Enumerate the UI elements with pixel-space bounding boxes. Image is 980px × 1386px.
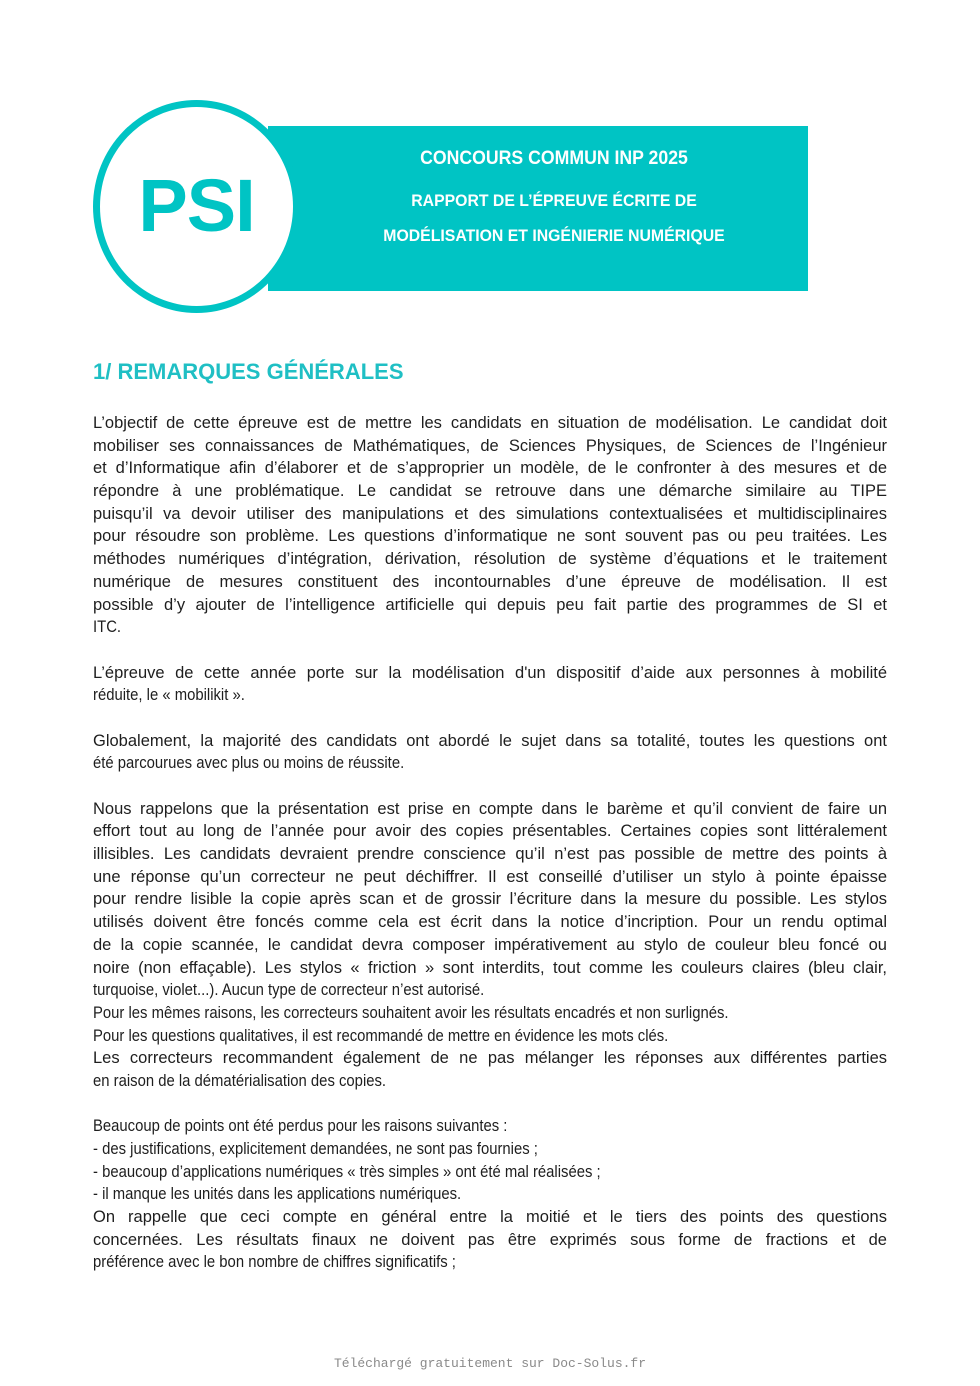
text-line-content: - beaucoup d’applications numériques « très simples » ont été mal réalisées ; [93, 1162, 601, 1181]
text-line [93, 662, 887, 685]
text-line-content: effort tout au long de l’année pour avoir des copies présentables. Certaines copies sont littéralement [93, 822, 887, 841]
paragraph [93, 1115, 887, 1274]
text-line-content: pour rendre lisible la copie après scan et de grossir l’écriture dans la mesure du possible. Les stylos [93, 890, 887, 909]
text-line-content: été parcourues avec plus ou moins de réussite. [93, 754, 405, 773]
text-line-content: une réponse qu’un correcteur ne peut déchiffrer. Il est conseillé d’utiliser un stylo à pointe épaisse [93, 867, 887, 886]
text-line-content: en raison de la dématérialisation des copies. [93, 1071, 387, 1090]
text-line [93, 548, 887, 571]
text-line [93, 820, 887, 843]
text-line-content: Nous rappelons que la présentation est prise en compte dans le barème et qu’il convient de faire un [93, 799, 887, 818]
footer-watermark: Téléchargé gratuitement sur Doc-Solus.fr [333, 1356, 647, 1371]
text-line [93, 798, 887, 821]
psi-logo-text: PSI [138, 164, 255, 247]
text-line-content: possible d’y ajouter de l’intelligence artificielle qui depuis peu fait partie des programmes de SI et [93, 595, 887, 614]
text-line [93, 843, 887, 866]
text-line-content: et d’Informatique afin d’élaborer et de s’approprier un modèle, de le confronter à des mesures et de [93, 459, 887, 478]
text-line [93, 616, 887, 639]
text-line-content: illisibles. Les candidats devraient prendre conscience qu’il n’est pas possible de mettre des points à [93, 845, 887, 864]
text-line [93, 525, 887, 548]
text-line-content: L’épreuve de cette année porte sur la modélisation d'un dispositif d’aide aux personnes à mobilité [93, 663, 887, 682]
text-line-content: répondre à une problématique. Le candidat se retrouve dans une démarche similaire au TIPE [93, 482, 887, 501]
text-line [93, 1251, 887, 1274]
text-line [93, 1047, 887, 1070]
text-line [93, 435, 887, 458]
paragraph-gap [93, 639, 887, 662]
psi-logo [93, 100, 300, 313]
text-line [93, 594, 887, 617]
text-line [93, 457, 887, 480]
paragraph [93, 412, 887, 639]
text-line [93, 911, 887, 934]
text-line [93, 1206, 887, 1229]
banner-subtitle-line-2: MODÉLISATION ET INGÉNIERIE NUMÉRIQUE [383, 226, 725, 245]
text-line [93, 1229, 887, 1252]
banner-subtitle-line-1: RAPPORT DE L’ÉPREUVE ÉCRITE DE [411, 191, 697, 210]
text-line-content: Beaucoup de points ont été perdus pour les raisons suivantes : [93, 1117, 508, 1136]
text-line-content: de la copie scannée, le candidat devra composer impérativement au stylo de couleur bleu foncé ou [93, 935, 887, 954]
text-line-content: On rappelle que ceci compte en général entre la moitié et le tiers des points des questions [93, 1208, 887, 1227]
text-line [93, 1161, 887, 1184]
text-line [93, 934, 887, 957]
text-line [93, 571, 887, 594]
text-line-content: puisqu’il va devoir utiliser des manipulations et des simulations contextualisées et multidisciplinaires [93, 504, 887, 523]
banner-title: CONCOURS COMMUN INP 2025 [420, 148, 688, 169]
text-line-content: numérique de mesures constituent des incontournables d’une épreuve de modélisation. Il est [93, 572, 887, 591]
text-line [93, 866, 887, 889]
text-line-content: noire (non effaçable). Les stylos « friction » sont interdits, tout comme les couleurs claires (bleu clair, [93, 958, 887, 977]
text-line [93, 503, 887, 526]
text-line [93, 1138, 887, 1161]
text-line-content: pour résoudre son problème. Les questions d’informatique ne sont souvent pas ou peu traitées. Les [93, 527, 887, 546]
text-line [93, 412, 887, 435]
text-line [93, 1002, 887, 1025]
text-line [93, 957, 887, 980]
text-line-content: L’objectif de cette épreuve est de mettre les candidats en situation de modélisation. Le candidat doit [93, 414, 887, 432]
paragraph-gap [93, 1093, 887, 1116]
text-line [93, 888, 887, 911]
text-line [93, 684, 887, 707]
text-line-content: Pour les mêmes raisons, les correcteurs souhaitent avoir les résultats encadrés et non surlignés. [93, 1003, 729, 1022]
text-line-content: - des justifications, explicitement demandées, ne sont pas fournies ; [93, 1140, 538, 1158]
text-line [93, 1070, 887, 1093]
text-line-content: ITC. [93, 618, 122, 637]
text-line-content: Globalement, la majorité des candidats ont abordé le sujet dans sa totalité, toutes les questions ont [93, 731, 887, 750]
text-line [93, 1025, 887, 1048]
paragraph-gap [93, 775, 887, 798]
text-line [93, 752, 887, 775]
text-line-content: mobiliser ses connaissances de Mathématiques, de Sciences Physiques, de Sciences de l’Ingénieur [93, 436, 887, 455]
paragraph [93, 730, 887, 775]
text-line-content: Pour les questions qualitatives, il est recommandé de mettre en évidence les mots clés. [93, 1026, 669, 1045]
text-line-content: utilisés doivent être foncés comme cela est écrit dans la notice d’incription. Pour un rendu optimal [93, 913, 887, 932]
paragraph [93, 662, 887, 707]
text-line-content: turquoise, violet...). Aucun type de correcteur n’est autorisé. [93, 981, 485, 1000]
text-line-content: Les correcteurs recommandent également de ne pas mélanger les réponses aux différentes parties [93, 1049, 887, 1068]
banner-text [300, 126, 808, 291]
text-line-content: méthodes numériques d’intégration, dérivation, résolution de système d’équations et le traitement [93, 550, 887, 569]
text-line [93, 979, 887, 1002]
text-line [93, 480, 887, 503]
section-title: 1/ REMARQUES GÉNÉRALES [93, 359, 404, 384]
paragraph-gap [93, 707, 887, 730]
text-line-content: préférence avec le bon nombre de chiffres significatifs ; [93, 1253, 456, 1272]
text-line-content: réduite, le « mobilikit ». [93, 686, 245, 705]
report-header [0, 0, 980, 330]
text-line-content: - il manque les unités dans les applications numériques. [93, 1185, 462, 1204]
text-line [93, 730, 887, 753]
text-line-content: concernées. Les résultats finaux ne doivent pas être exprimés sous forme de fractions et de [93, 1230, 887, 1249]
report-body [93, 412, 887, 1274]
text-line [93, 1115, 887, 1138]
paragraph [93, 798, 887, 1093]
text-line [93, 1183, 887, 1206]
